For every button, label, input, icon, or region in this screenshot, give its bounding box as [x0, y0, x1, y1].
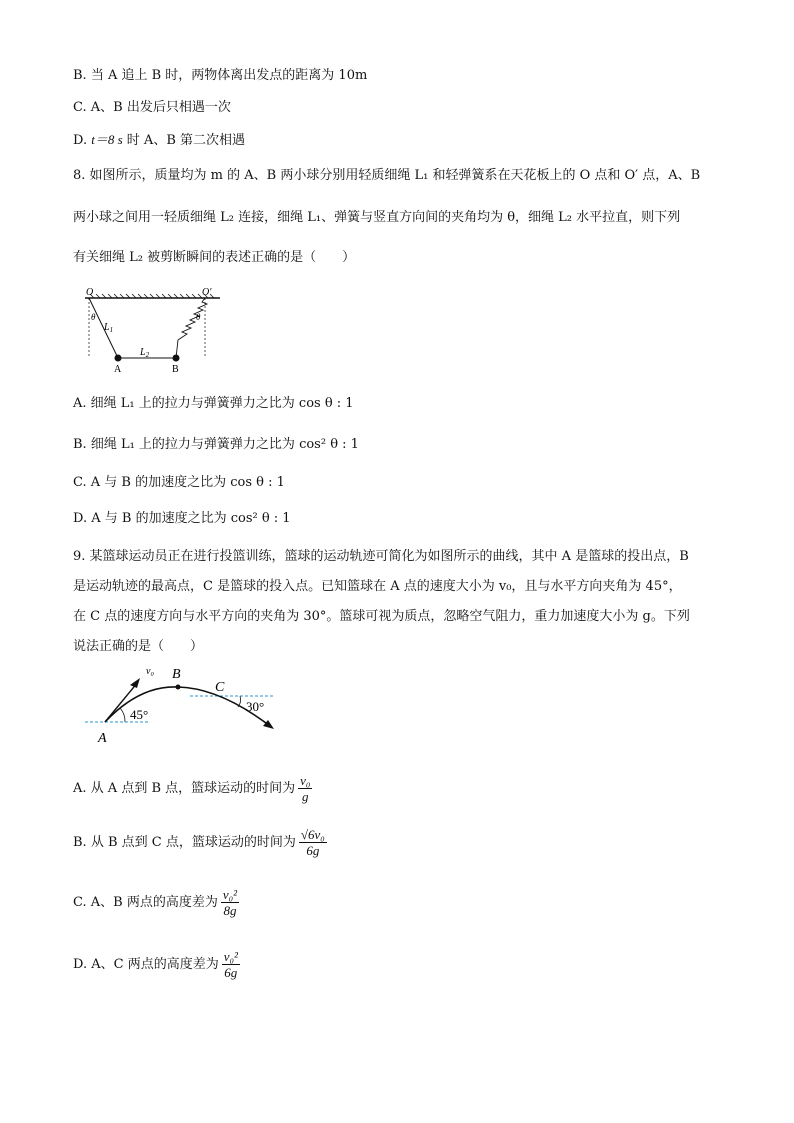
option-label: D.: [73, 511, 88, 526]
option-text: 时 A、B 第二次相遇: [126, 133, 246, 148]
fraction-denominator: 8g: [223, 903, 237, 918]
option-label: D.: [73, 133, 88, 148]
option-label: D.: [73, 957, 88, 972]
q9-option-c: [73, 886, 239, 920]
option-label: C.: [73, 100, 87, 115]
fraction-numerator: v₀²: [223, 949, 238, 964]
prev-option-d: [73, 131, 245, 150]
angle-45-label: 45°: [130, 707, 149, 722]
l1-label: $L_1$: [104, 322, 114, 334]
theta-left-label: θ: [91, 312, 96, 322]
q8-option-c: [73, 474, 285, 492]
option-text: 细绳 L₁ 上的拉力与弹簧弹力之比为 cos θ : 1: [90, 396, 354, 411]
q8-stem-line2: 两小球之间用一轻质细绳 L₂ 连接，细绳 L₁、弹簧与竖直方向间的夹角均为 θ，细绳 L₂ 水平拉直，则下列: [73, 210, 681, 225]
question-number: 9.: [73, 549, 86, 564]
question-text: 某篮球运动员正在进行投篮训练，篮球的运动轨迹可简化为如图所示的曲线，其中 A 是篮球的投出点，B: [89, 549, 689, 564]
spring: [176, 298, 207, 358]
fraction-denominator: 6g: [224, 965, 238, 980]
a-label: A: [98, 731, 107, 745]
q8-figure: [80, 286, 230, 376]
q9-stem-line4: 说法正确的是（ ）: [73, 639, 204, 654]
q8-option-d: [73, 510, 291, 528]
question-number: 8.: [73, 168, 86, 183]
q9-stem-line2: 是运动轨迹的最高点，C 是篮球的投入点。已知篮球在 A 点的速度大小为 v₀，且与水平方向夹角为 45°，: [73, 579, 682, 594]
q8-option-b: [73, 436, 359, 454]
option-label: C.: [73, 895, 87, 910]
option-text: A、C 两点的高度差为: [91, 957, 219, 972]
ball-b: [173, 355, 180, 362]
option-text: 当 A 追上 B 时，两物体离出发点的距离为 10m: [90, 68, 368, 83]
option-label: A.: [73, 396, 87, 411]
v0-label: v₀: [146, 666, 154, 677]
option-text: 从 B 点到 C 点，篮球运动的时间为: [90, 835, 296, 850]
fraction: [299, 827, 327, 858]
b-label: B: [172, 667, 181, 682]
option-label: C.: [73, 475, 87, 490]
q9-stem-line1: [73, 548, 689, 566]
point-o-label: O: [86, 287, 94, 298]
c-label: C: [215, 680, 225, 695]
option-label: B.: [73, 835, 87, 850]
angle-30-label: 30°: [246, 699, 265, 714]
option-label: B.: [73, 437, 87, 452]
l2-label: $L_2$: [140, 347, 150, 359]
q9-option-a: [73, 772, 312, 806]
option-label: B.: [73, 68, 87, 83]
b-label: B: [172, 364, 179, 375]
option-text: A、B 出发后只相遇一次: [90, 100, 231, 115]
prev-option-b: [73, 67, 367, 85]
fraction-denominator: 6g: [306, 843, 320, 858]
q8-option-a: [73, 395, 354, 413]
q9-figure: [80, 660, 280, 745]
q9-option-b: [73, 826, 327, 860]
fraction-numerator: v₀²: [222, 887, 238, 902]
fraction: [222, 949, 240, 980]
point-o-prime-label: O′: [202, 287, 212, 298]
prev-option-c: [73, 99, 231, 117]
option-text: A、B 两点的高度差为: [90, 895, 218, 910]
option-text: 细绳 L₁ 上的拉力与弹簧弹力之比为 cos² θ : 1: [90, 437, 359, 452]
fraction-numerator: v₀: [300, 773, 311, 788]
fraction-numerator: √6v₀: [300, 827, 325, 842]
option-text: A 与 B 的加速度之比为 cos² θ : 1: [91, 511, 291, 526]
option-text: A 与 B 的加速度之比为 cos θ : 1: [90, 475, 285, 490]
q9-stem-line3: 在 C 点的速度方向与水平方向的夹角为 30°。篮球可视为质点，忽略空气阻力，重力加速度大小为 g。下列: [73, 609, 690, 624]
option-label: A.: [73, 781, 87, 796]
velocity-arrowhead: [130, 678, 140, 688]
fraction-denominator: g: [302, 789, 309, 804]
a-label: A: [114, 364, 122, 375]
question-text: 如图所示，质量均为 m 的 A、B 两小球分别用轻质细绳 L₁ 和轻弹簧系在天花板上的 O 点和 O′ 点，A、B: [89, 168, 701, 183]
point-b-dot: [176, 685, 181, 690]
q8-stem-line3: 有关细绳 L₂ 被剪断瞬间的表述正确的是（ ）: [73, 250, 356, 265]
angle-arc-a: [120, 708, 125, 722]
option-text: 从 A 点到 B 点，篮球运动的时间为: [90, 781, 296, 796]
theta-right-label: θ: [196, 312, 201, 322]
time-expression: t＝8 s: [91, 132, 123, 147]
ball-a: [115, 355, 122, 362]
fraction: [221, 887, 239, 918]
q8-stem-line1: [73, 167, 700, 185]
q9-option-d: [73, 948, 240, 982]
fraction: [298, 773, 312, 804]
